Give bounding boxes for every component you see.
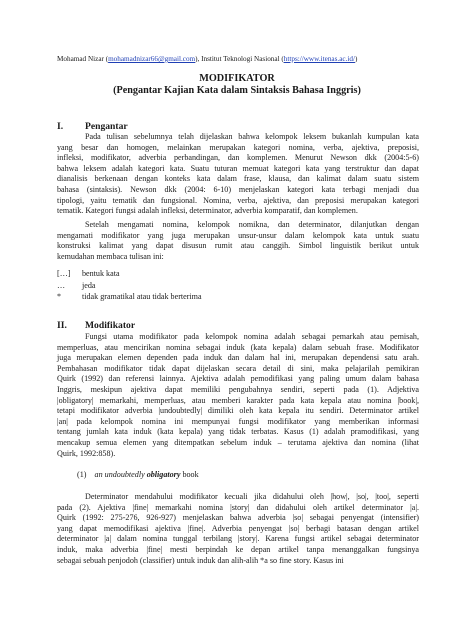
paragraph-modifikator-2 [57, 492, 419, 566]
paragraph-line: memperluas, atau mencirikan nomina sebagai induk (kata kepala) dalam sebuah frase. Modifikator [57, 342, 419, 352]
paragraph-line: yang dapat memodifikasi ajektiva |fine|. Adverbia penyengat |so| berbagi batasan dengan artikel [57, 523, 419, 533]
section-number: I. [57, 121, 64, 132]
paragraph-line: Pada tulisan sebelumnya telah dijelaskan bahwa kelompok leksem bukanlah kumpulan kata [85, 132, 419, 141]
author-line [57, 55, 437, 64]
paragraph-line: Setelah mengamati nomina, kelompok nomikna, dan determinator, dilanjutkan dengan [85, 220, 419, 229]
symbol: … [57, 281, 66, 290]
paragraph-line: juga merupakan elemen dependen pada induk dan dalam hal ini, merupakan dependensi satu arah. [57, 353, 419, 363]
symbol-row [57, 292, 202, 303]
paragraph-line: bahasa (sintaksis). Newson dkk (2004: 6-10) menjelaskan kategori kata terbagi menjadi dua [57, 184, 419, 194]
symbol-meaning: jeda [82, 281, 96, 290]
paragraph-line: Inggris, meskipun ajektiva dapat memiliki pengubahnya sendiri, seperti pada (1). Adjektiva [57, 384, 419, 394]
example-post: book [180, 470, 199, 479]
example-1 [77, 470, 199, 480]
document-title: MODIFIKATOR [199, 73, 275, 84]
paragraph-line: pada (2). Ajektiva |fine| memarkahi nomina |story| dan didahului oleh artikel determinator |a|. [57, 502, 419, 512]
paragraph-line: mencakup semua elemen yang ditempatkan sebelum induk – terutama ajektiva dan nomina (lihat [57, 437, 419, 447]
paragraph-line: |an| pada kelompok nomina ini mempunyai fungsi modifikator yang memberikan informasi [57, 416, 419, 426]
paragraph-line: Quirk, 1992:858). [57, 448, 116, 458]
website-link[interactable]: https://www.itenas.ac.id/ [283, 55, 355, 63]
paragraph-line: infleksi, modifikator, adverbia perbandingan, dan komplemen. Menurut Newson dkk (2004:5-6) [57, 153, 419, 163]
paragraph-line: dianalisis berkenaan dengan konteks kata dalam frase, klausa, dan kalimat dalam suatu sistem [57, 174, 419, 184]
symbol-meaning: bentuk kata [82, 269, 120, 278]
section-title: Modifikator [85, 320, 136, 331]
paragraph-line: determinator |a| dalam nomina tunggal terbilang |story|. Karena fungsi artikel sebagai determinator [57, 534, 419, 544]
paragraph-line: bahwa leksem adalah kategori kata. Suatu tuturan memuat kategori kata yang terstruktur dan dapat [57, 163, 419, 173]
paragraph-line: Quirk (1992: 275-276, 926-927) menjelaskan bahwa adverbia |so| sebagai penyengat (intensifier) [57, 513, 419, 523]
section-heading-modifikator [57, 320, 135, 331]
paragraph-pengantar-1 [57, 132, 419, 217]
paragraph-line: Pembahasan modifikator tidak dapat dijelaskan secara detail di sini, maka pelajarilah pemikiran [57, 363, 419, 373]
paragraph-line: mengamati modifikator yang juga merupakan unsur-unsur dalam kelompok kata untuk suatu [57, 230, 419, 240]
paragraph-modifikator-1 [57, 332, 419, 459]
paragraph-line: |obligatory| memarkahi, memperluas, atau memberi karakter pada kata kepala atau nomina |book|, [57, 395, 419, 405]
example-number: (1) [77, 470, 87, 479]
paragraph-line: tematik. Kategori fungsi adalah infleksi, determinator, adverbia komparatif, dan komplemen. [57, 206, 358, 216]
symbol-row [57, 281, 95, 292]
paragraph-line: yang besar dan homogen, melainkan merupakan kategori nomina, verba, ajektiva, preposisi, [57, 142, 419, 152]
paragraph-line: tetapi modifikator adverbia |undoubtedly| dimiliki oleh kata kepala itu sendiri. Determinator artikel [57, 406, 419, 416]
author-line-close: ) [354, 55, 358, 63]
paragraph-line: sebagai sebuah penjodoh (classifier) untuk induk dan alih-alih *a so fine story. Kasus ini [57, 555, 344, 565]
section-number: II. [57, 320, 67, 331]
paragraph-pengantar-2 [57, 220, 419, 262]
author-name: Mohamad Nizar ( [57, 55, 109, 63]
paragraph-line: kemudahan membaca tulisan ini: [57, 251, 164, 261]
symbol-meaning: tidak gramatikal atau tidak berterima [82, 292, 202, 301]
example-bold: obligatory [146, 470, 181, 479]
symbol: * [57, 292, 62, 301]
paragraph-line: Determinator mendahului modifikator kecuali jika didahului oleh |how|, |so|, |too|, seperti [85, 492, 419, 501]
symbol: […] [57, 269, 71, 278]
email-link[interactable]: mohamadnizar66@gmail.com [108, 55, 196, 63]
paragraph-line: Fungsi utama modifikator pada kelompok nomina adalah sebagai pemarkah atau pemisah, [85, 332, 419, 341]
symbol-row [57, 269, 120, 280]
example-pre: an undoubtedly [94, 470, 147, 479]
document-subtitle: (Pengantar Kajian Kata dalam Sintaksis Bahasa Inggris) [113, 85, 361, 96]
section-heading-pengantar [57, 121, 128, 132]
paragraph-line: tipologi, yaitu tematik dan fungsional. Nomina, verba, ajektiva, dan preposisi merupakan kategori [57, 195, 419, 205]
paragraph-line: konstruksi kalimat yang dapat disusun rumit atau canggih. Simbol linguistik berikut untuk [57, 241, 419, 251]
paragraph-line: Quirk (1992) dan referensi lainnya. Ajektiva adalah pemodifikasi yang paling umum dalam bahasa [57, 374, 419, 384]
section-title: Pengantar [85, 121, 128, 132]
paragraph-line: tentang jumlah kata induk (kata kepala) yang tidak terbatas. Kasus (1) adalah pramodifikasi, yang [57, 427, 419, 437]
institution-name: ), Institut Teknologi Nasional ( [195, 55, 284, 63]
paragraph-line: induk, maka adverbia |fine| mesti berpindah ke depan artikel tanpa menanggalkan fungsinya [57, 544, 419, 554]
